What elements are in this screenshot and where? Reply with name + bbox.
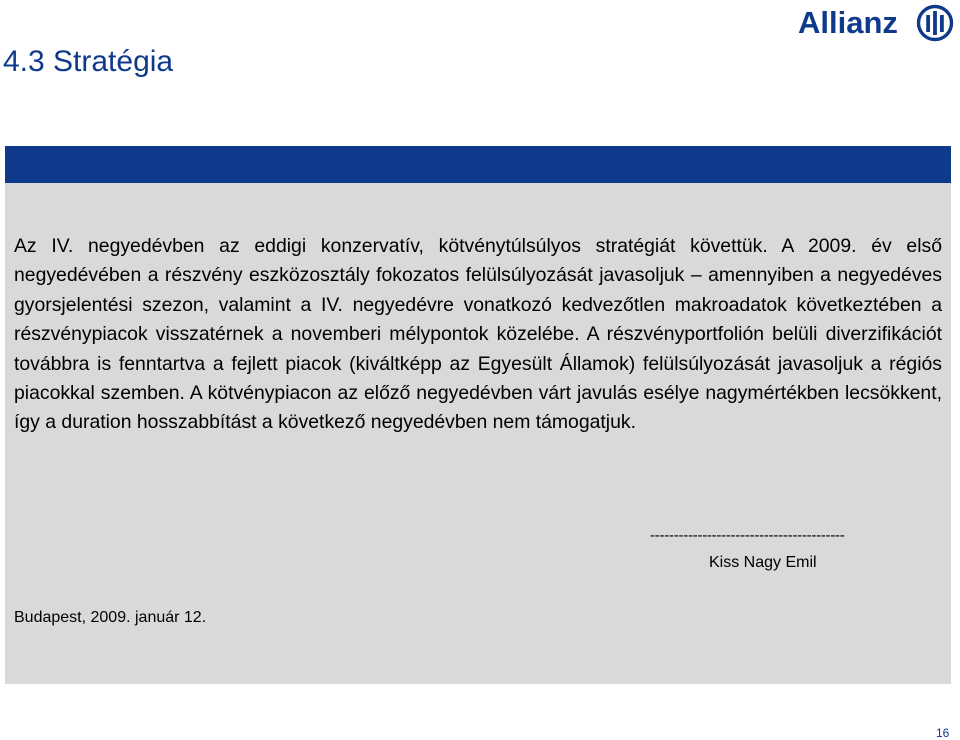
logo-wordmark: Allianz	[798, 5, 898, 40]
allianz-logo	[798, 3, 958, 43]
page-number: 16	[936, 726, 950, 740]
signatory-name: Kiss Nagy Emil	[709, 554, 817, 571]
strategy-paragraph: Az IV. negyedévben az eddigi konzervatív, kötvénytúlsúlyos stratégiát követtük. A 2009. év első negyedévében a részvény eszközosztály fokozatos felülsúlyozását javasoljuk – amennyiben a negyedéves gyorsjelentési szezon, valamint a IV. negyedévre vonatkozó kedvezőtlen makroadatok következtében a részvénypiacok visszatérnek a novemberi mélypontok közelébe. A részvényportfolión belüli diverzifikációt továbbra is fenntartva a fejlett piacok (kiváltképp az Egyesült Államok) felülsúlyozását javasoljuk a régiós piacokkal szemben. A kötvénypiacon az előző negyedévben várt javulás esélye nagymértékben lecsökkent, így a duration hosszabbítást a következő negyedévben nem támogatjuk.	[14, 235, 942, 434]
allianz-eagle-icon	[916, 4, 954, 42]
page-title: 4.3 Stratégia	[3, 45, 174, 78]
content-panel	[5, 146, 951, 684]
signature-line: -----------------------------------------	[650, 527, 845, 544]
date-place: Budapest, 2009. január 12.	[14, 609, 207, 626]
content-header-bar	[5, 146, 951, 183]
